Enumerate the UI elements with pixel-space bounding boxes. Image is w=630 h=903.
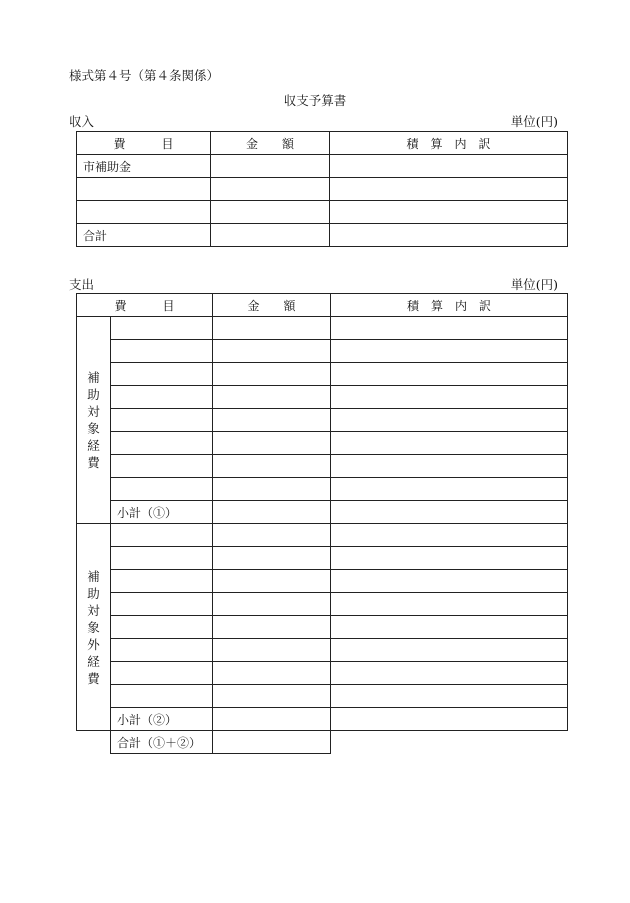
table-row xyxy=(77,593,568,616)
income-item-cell[interactable] xyxy=(77,201,211,224)
page-title: 収支予算書 xyxy=(283,93,347,108)
table-row xyxy=(77,155,568,178)
expense-breakdown-cell[interactable] xyxy=(331,547,568,570)
expense-amount-cell[interactable] xyxy=(213,340,331,363)
table-row xyxy=(77,340,568,363)
expense-item-cell[interactable] xyxy=(111,478,213,501)
expense-breakdown-cell[interactable] xyxy=(331,340,568,363)
expense-item-cell[interactable] xyxy=(111,547,213,570)
table-row xyxy=(77,432,568,455)
expense-amount-cell[interactable] xyxy=(213,455,331,478)
expense-item-cell[interactable] xyxy=(111,455,213,478)
table-row xyxy=(77,639,568,662)
expense-subtotal-row xyxy=(77,708,568,731)
subtotal-1-label: 小計（①） xyxy=(111,501,213,524)
expense-item-cell[interactable] xyxy=(111,639,213,662)
income-total-label: 合計 xyxy=(77,224,211,247)
eligible-expenses-label-text: 補助対象経費 xyxy=(87,370,100,470)
table-row xyxy=(77,662,568,685)
income-breakdown-cell[interactable] xyxy=(330,178,568,201)
table-row xyxy=(77,547,568,570)
expense-breakdown-cell[interactable] xyxy=(331,570,568,593)
expense-breakdown-cell[interactable] xyxy=(331,639,568,662)
expense-header-breakdown: 積 算 内 訳 xyxy=(331,294,568,317)
table-row xyxy=(77,201,568,224)
expense-breakdown-cell[interactable] xyxy=(331,662,568,685)
income-header-breakdown: 積 算 内 訳 xyxy=(330,132,568,155)
form-number: 様式第４号（第４条関係） xyxy=(69,68,220,83)
expense-breakdown-cell[interactable] xyxy=(331,363,568,386)
expense-breakdown-cell[interactable] xyxy=(331,616,568,639)
expense-item-cell[interactable] xyxy=(111,432,213,455)
table-row xyxy=(77,616,568,639)
table-row xyxy=(77,524,568,547)
blank-cell xyxy=(77,731,111,754)
expense-amount-cell[interactable] xyxy=(213,478,331,501)
non-eligible-expenses-label xyxy=(77,524,111,731)
table-row xyxy=(77,409,568,432)
table-row xyxy=(77,478,568,501)
expense-breakdown-cell[interactable] xyxy=(331,455,568,478)
expense-amount-cell[interactable] xyxy=(213,317,331,340)
table-row xyxy=(77,570,568,593)
income-total-breakdown[interactable] xyxy=(330,224,568,247)
expense-breakdown-cell[interactable] xyxy=(331,317,568,340)
expense-item-cell[interactable] xyxy=(111,570,213,593)
expense-item-cell[interactable] xyxy=(111,593,213,616)
expense-breakdown-cell[interactable] xyxy=(331,524,568,547)
expense-item-cell[interactable] xyxy=(111,317,213,340)
income-amount-cell[interactable] xyxy=(211,178,330,201)
expense-amount-cell[interactable] xyxy=(213,386,331,409)
expense-amount-cell[interactable] xyxy=(213,616,331,639)
expense-amount-cell[interactable] xyxy=(213,501,331,524)
expense-amount-cell[interactable] xyxy=(213,639,331,662)
expense-item-cell[interactable] xyxy=(111,340,213,363)
expense-amount-cell[interactable] xyxy=(213,524,331,547)
table-row xyxy=(77,317,568,340)
expense-item-cell[interactable] xyxy=(111,524,213,547)
expense-breakdown-cell[interactable] xyxy=(331,708,568,731)
income-item-cell[interactable]: 市補助金 xyxy=(77,155,211,178)
expense-amount-cell[interactable] xyxy=(213,662,331,685)
table-row xyxy=(77,178,568,201)
income-item-cell[interactable] xyxy=(77,178,211,201)
expense-breakdown-cell[interactable] xyxy=(331,386,568,409)
expense-amount-cell[interactable] xyxy=(213,547,331,570)
expense-breakdown-cell[interactable] xyxy=(331,432,568,455)
income-amount-cell[interactable] xyxy=(211,155,330,178)
income-breakdown-cell[interactable] xyxy=(330,155,568,178)
expense-item-cell[interactable] xyxy=(111,386,213,409)
expense-amount-cell[interactable] xyxy=(213,432,331,455)
income-header-row xyxy=(77,132,568,155)
income-section-label: 収入 xyxy=(69,114,95,129)
expense-amount-cell[interactable] xyxy=(213,570,331,593)
expense-header-row xyxy=(77,294,568,317)
income-header-amount: 金 額 xyxy=(211,132,330,155)
income-total-amount[interactable] xyxy=(211,224,330,247)
expense-breakdown-cell[interactable] xyxy=(331,593,568,616)
expense-header-amount: 金 額 xyxy=(213,294,331,317)
expense-breakdown-cell[interactable] xyxy=(331,478,568,501)
expense-amount-cell[interactable] xyxy=(213,593,331,616)
table-row xyxy=(77,685,568,708)
expense-amount-cell[interactable] xyxy=(213,685,331,708)
eligible-expenses-label xyxy=(77,317,111,524)
expense-breakdown-cell[interactable] xyxy=(331,685,568,708)
income-amount-cell[interactable] xyxy=(211,201,330,224)
expense-total-row xyxy=(77,731,568,754)
non-eligible-expenses-label-text: 補助対象外経費 xyxy=(87,568,100,686)
table-row xyxy=(77,455,568,478)
expense-item-cell[interactable] xyxy=(111,662,213,685)
expense-amount-cell[interactable] xyxy=(213,409,331,432)
expense-unit-label: 単位(円) xyxy=(510,277,558,292)
expense-section-label: 支出 xyxy=(69,277,95,292)
table-row xyxy=(77,363,568,386)
expense-table xyxy=(76,293,568,754)
blank-cell xyxy=(331,731,568,754)
expense-breakdown-cell[interactable] xyxy=(331,501,568,524)
expense-amount-cell[interactable] xyxy=(213,363,331,386)
income-header-item: 費 目 xyxy=(77,132,211,155)
expense-item-cell[interactable] xyxy=(111,685,213,708)
income-breakdown-cell[interactable] xyxy=(330,201,568,224)
expense-total-label: 合計（①＋②） xyxy=(111,731,213,754)
expense-subtotal-row xyxy=(77,501,568,524)
income-total-row xyxy=(77,224,568,247)
expense-amount-cell[interactable] xyxy=(213,708,331,731)
subtotal-2-label: 小計（②） xyxy=(111,708,213,731)
expense-item-cell[interactable] xyxy=(111,363,213,386)
table-row xyxy=(77,386,568,409)
expense-total-amount[interactable] xyxy=(213,731,331,754)
expense-header-item: 費 目 xyxy=(77,294,213,317)
income-table xyxy=(76,131,568,247)
expense-item-cell[interactable] xyxy=(111,616,213,639)
expense-breakdown-cell[interactable] xyxy=(331,409,568,432)
income-unit-label: 単位(円) xyxy=(510,114,558,129)
expense-item-cell[interactable] xyxy=(111,409,213,432)
